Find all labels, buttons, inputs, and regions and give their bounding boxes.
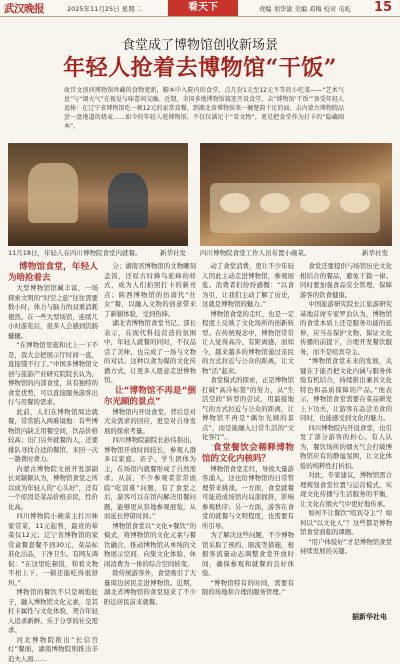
lead-paragraph: 故宫文创问博物馆珍藏的食物更新，脚本中入院内的食堂，点几份1元至12元不等的小吃菜——“艺术气息”与“烟火气”在视觉与味蕾间交融。近期，全国多地博物馆接连开设食堂，去“博物馆‘干饭’”备受年轻人追捧：在辽宁省博物馆吃一顿12元的家常盒餐，到湖北省博物馆来一碗楚韵十足的面，去内蒙古博物院品尝一盘地道的烧麦……如今的年轻人逛博物馆，不仅仅满足于“看文物”，更是把食堂作为打卡的“隐藏副本”。: [64, 86, 344, 131]
article-column-3: [202, 262, 294, 598]
paragraph: 博物馆食堂的走红，也是一定程度上反映了文化场所的创新转型。在传统观念中，博物馆常常让人觉得高冷、有距离感，而如今，越来越多的博物馆通过亲民的方式拉近与公众的距离，让文物“活”起来。: [202, 310, 294, 377]
paragraph: 除传统游客外，食堂吸引了大量周边居民走进博物馆。近期，湖北省博物馆的食堂迎来了不少附近居民前来就餐。: [104, 569, 196, 607]
subheading: 博物馆食堂，年轻人为啥抢着去: [8, 262, 98, 284]
paragraph: 四川博物院内开设食堂，也引发了部分游客的担心。有人认为，餐饮场所的烟火气会打破博物馆应有的静谧氛围，让文化体验的纯粹性打折扣。: [300, 424, 392, 472]
masthead: [0, 0, 400, 17]
photo-credit: 新华社发: [362, 248, 388, 257]
photo-food-counter: [200, 143, 392, 246]
article-column-4: [300, 262, 392, 557]
paragraph: “用户体验好”才是博物馆食堂持续发展的关键。: [300, 538, 392, 557]
section-title: 看天下: [168, 0, 238, 16]
paragraph: 博物馆食堂以“文化+餐饮”的模式，将博物馆的文化元素与餐饮融合，推动博物馆从单纯的文物展示空间，向集文化体验、休闲消费为一体的综合空间转变。: [104, 522, 196, 570]
paragraph: 中国旅游研究院长江旅游研究基地首席专家罗治认为，博物馆的食堂本质上还是服务功能的延伸，应当在保护文物、保证文化传播的前提下，合理开发餐饮服务，而不是喧宾夺主。: [300, 300, 392, 357]
subheading: 让“博物馆不再是“倒尔光顾的景点”: [104, 386, 196, 408]
paragraph: “在博物馆里逛和比上一下不是，我大会把展示厅时间一直，直接饿不行了。”中国多博物馆文创与旅游产业研究院院长认为，博物馆的内部食堂，具有独特的食堂优势，可以直接服务游客出行与用餐的需求。: [8, 341, 98, 408]
paragraph: 四川博物院小碗菜主打川味家常菜，11元起售，最贵的荤菜仅12元；辽宁省博物馆的家常盒餐套餐不到30元，菜品标准化出品，干净卫生。有网友调侃：“在这里吃顿饭，和看文物不相上下，一顿还能吃得很舒坦。”: [8, 512, 98, 588]
paragraph: 对此，专家建议，博物馆需合理规划食堂位置与运营模式，实现文化传播与生活服务的平衡，让文化在烟火气中更好地传承。: [300, 471, 392, 509]
article-column-1: [8, 262, 98, 664]
issue-date: 2025年11月25日 星期二: [67, 4, 141, 13]
kicker-headline: 食堂成了博物馆创收新场景: [0, 34, 400, 53]
paragraph: 博物馆的餐饮不只是填饱肚子，融入博物馆文化元素，是其打卡属性与文化体验，契合年轻人追求新鲜、乐于分享的社交需求。: [8, 588, 98, 636]
subheading: 食堂餐饮会稀释博物馆的文化内核吗？: [202, 443, 294, 465]
editor-credits: 责编 刘华渝 美编 邓梅 校对 屯屹: [259, 4, 351, 13]
byline: 据新华社电: [352, 612, 387, 622]
page-number: 15: [374, 0, 392, 15]
paragraph: 此前，人们在博物馆周边就餐，常常陷入两难境地：有些博物馆内缺乏用餐空间，饮品价格较高；出门另外就餐的人，还要排队寻找合适的餐馆，来回一次一趟费时费力。: [8, 408, 98, 465]
paragraph: “博物馆特有的时间，需要有限的场地和合理的服务管理。”: [202, 579, 294, 598]
photo-caption: 11月18日，年轻人在四川博物院食堂内就餐。: [8, 248, 142, 257]
paragraph: 食堂还要提供与场馆历史文化相结合的餐品，避免千篇一律。同时要加强食品安全管理，保障游客的饮食健康。: [300, 262, 392, 300]
paragraph: 博物馆食堂走红，导致大量游客涌入，这也给博物馆的日常管理带来挑战。一方面，食堂就餐可能造成场馆内局部拥挤，影响参观秩序；另一方面，游客在食堂的就餐与文明程度，也需要有所引导。: [202, 465, 294, 532]
article-column-2: [104, 262, 196, 607]
paragraph: 内蒙古博物院文创开发部副长刘颖颖认为，博物馆食堂之所以成为年轻人的“心头好”，还有一个原因是菜品价格亲民，性价比高。: [8, 465, 98, 513]
main-headline: 年轻人抢着去博物馆“干饭”: [0, 51, 400, 82]
paragraph: 动了食堂消费，更让不少年轻人因此主动走进博物馆，参观展览。消费者们纷纷感慨：“以食为引，让我们主动了解了历史，这就是博物馆的魅力。”: [202, 262, 294, 310]
photo-caption: 四川博物院食堂工作人员布置小碗菜。: [200, 248, 311, 257]
paragraph: 食堂模式的探索，正是博物馆打破“高冷标签”的努力，从“生活空间”转型的尝试，用最接地气的方式拉近与公众的距离，让博物馆不再是“偶尔光顾的景点”，而是能融入日常生活的“文化客厅”。: [202, 376, 294, 443]
paragraph: 分；湖南省博物馆的文物雕刻盖饭，还原古时蜂鸟驼峰的样式，成为人们拍照打卡的新亮点；陕西博物馆的仿唐代“仕女”餐，以融入文物的创意带来了新颖体验，受到热捧。: [104, 262, 196, 319]
paragraph: “博物馆食堂未来的发展，关键在于能否把文化内涵与服务体验有机结合，持续推出兼具文化特色和品质保障的产品。”他表示，博物馆食堂需要在菜品研发上下功夫，让游客在品尝美食的同时，也能感受到文化的魅力。: [300, 357, 392, 424]
paragraph: 四川博物院副院长孙伟指出，博物馆开放时间较长，参观人群多以家庭、亲子、学生团体为主，在场馆内就餐形成了自然需求。从前，不少参观者常常面临“吃饭难”问题，有了食堂之后，游客可以在馆内解决用餐问题，能够更从容地参观展览，从而延长停留时间。”: [104, 436, 196, 522]
paragraph: 大型博物馆馆藏丰富，一场探索文明的“时空之旅”往往需要数小时，体力与脑力的双重消耗使然。在一些大型场馆，连续几小时游览后，很多人会感到饥肠辘辘。: [8, 284, 98, 341]
paragraph: 为了解决这些问题，不少博物馆采取了预约、限流等措施，根据客流量动态调整食堂开放时间，确保参观和就餐的良好体验。: [202, 531, 294, 579]
paragraph: 如何不让餐饮“喧宾夺主”？如何以“以文化人”？这些都是博物馆食堂面临的课题。: [300, 509, 392, 538]
paragraph: 湖北省博物馆食堂书记、部长表示，在现代科技营造的氛围中，年轻人就餐的同时，不仅品尝了美味，也完成了一场与文物的对话。这种以食为媒的文化传播方式，让更多人愿意走进博物馆。: [104, 319, 196, 386]
paragraph: 博物馆内开设食堂，背后是对大众需求的回应，更是对自身发展的探索考量。: [104, 408, 196, 437]
paragraph: 河北博物院推出“长信宫灯”餐面，湖南博物院则推出辛追夫人面……: [8, 636, 98, 664]
photo-dining-hall: [8, 143, 188, 246]
newspaper-logo: 武汉晚报: [4, 1, 44, 16]
photo-credit: 新华社发: [160, 248, 186, 257]
